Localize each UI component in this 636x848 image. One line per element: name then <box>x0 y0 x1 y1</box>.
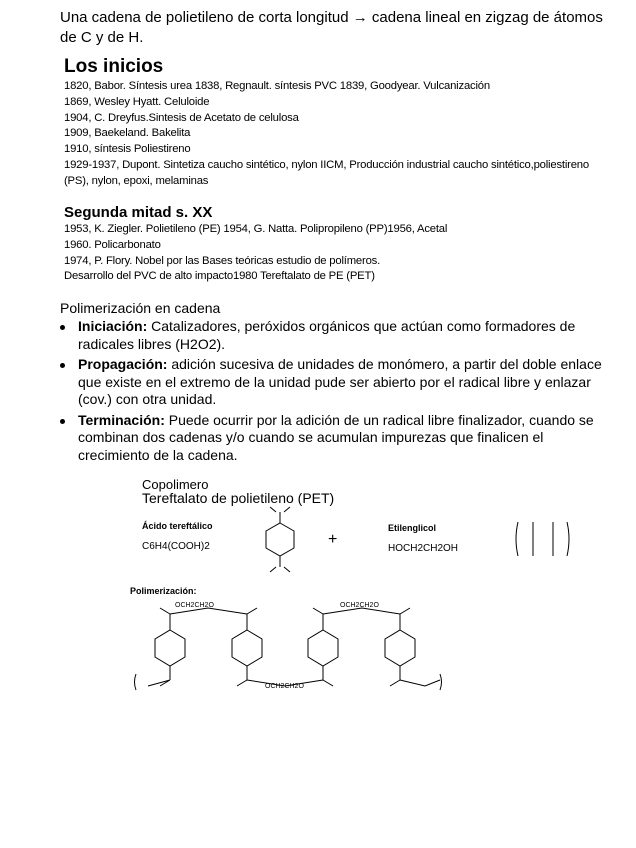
glycol-formula: HOCH2CH2OH <box>388 543 459 554</box>
glycol-label: Etilenglicol <box>388 523 437 533</box>
benzene-ring-icon <box>266 507 294 572</box>
bullet-term: Propagación: <box>78 356 168 372</box>
segunda-line: 1974, P. Flory. Nobel por las Bases teóricas estudio de polímeros. <box>64 254 381 267</box>
inicios-line: 1820, Babor. Síntesis urea 1838, Regnault. síntesis PVC 1839, Goodyear. Vulcanización <box>64 80 490 92</box>
acid-label: Ácido tereftálico <box>142 521 213 531</box>
polymer-ring-1 <box>155 614 185 680</box>
intro-paragraph: Una cadena de polietileno de corta longitud → cadena lineal en zigzag de átomos de C y de H. <box>60 9 603 46</box>
bullet-term: Terminación: <box>78 411 165 428</box>
inicios-line: 1869, Wesley Hyatt. Celuloide <box>64 95 210 108</box>
polimerizacion-label: Polimerización: <box>130 586 197 596</box>
plus-sign: + <box>328 531 338 548</box>
acid-formula: C6H4(COOH)2 <box>142 541 210 552</box>
inicios-line: 1929-1937, Dupont. Sintetiza caucho sintético, nylon IICM, Producción industrial caucho sintético,poliestireno (PS), nylon, epoxi, melaminas <box>64 158 589 187</box>
inicios-line: 1909, Baekeland. Bakelita <box>64 127 191 140</box>
bullet-text: adición sucesiva de unidades de monómero, a partir del doble enlace que existe en el extremo de la unidad pude ser abierto por el radical libre y enlazar (cov.) con otra unidad. <box>78 356 602 407</box>
ester-group-bottom: OCH2CH2O <box>265 683 304 690</box>
segunda-line: Desarrollo del PVC de alto impacto1980 Tereftalato de PE (PET) <box>64 270 375 283</box>
bullet-text: Puede ocurrir por la adición de un radical libre finalizador, cuando se combinan dos cadenas y/o cuando se acumulan impurezas que finalicen el crecimiento de la cadena. <box>78 411 594 463</box>
inicios-line: 1904, C. Dreyfus.Sintesis de Acetato de celulosa <box>64 111 299 124</box>
bullet-text: Catalizadores, peróxidos orgánicos que actúan como formadores de radicales libres (H2O2). <box>78 318 576 352</box>
polimerizacion-title: Polimerización en cadena <box>60 300 221 316</box>
glycol-structure-icon <box>516 522 569 556</box>
heading-los-inicios: Los inicios <box>64 56 164 77</box>
ester-group-top: OCH2CH2O <box>340 602 379 609</box>
bullet-term: Iniciación: <box>78 318 148 334</box>
polymer-ring-3 <box>308 614 338 680</box>
polymer-ring-2 <box>232 614 262 680</box>
polymer-ring-4 <box>385 614 415 680</box>
segunda-line: 1953, K. Ziegler. Polietileno (PE) 1954, G. Natta. Polipropileno (PP)1956, Acetal <box>64 223 448 235</box>
heading-segunda-mitad: Segunda mitad s. XX <box>64 204 213 221</box>
segunda-line: 1960. Policarbonato <box>64 238 161 251</box>
inicios-line: 1910, síntesis Poliestireno <box>64 143 191 156</box>
ester-group-top: OCH2CH2O <box>175 602 214 609</box>
figure-title-pet: Tereftalato de polietileno (PET) <box>142 490 335 506</box>
figure-title-copolimero: Copolimero <box>142 477 209 492</box>
